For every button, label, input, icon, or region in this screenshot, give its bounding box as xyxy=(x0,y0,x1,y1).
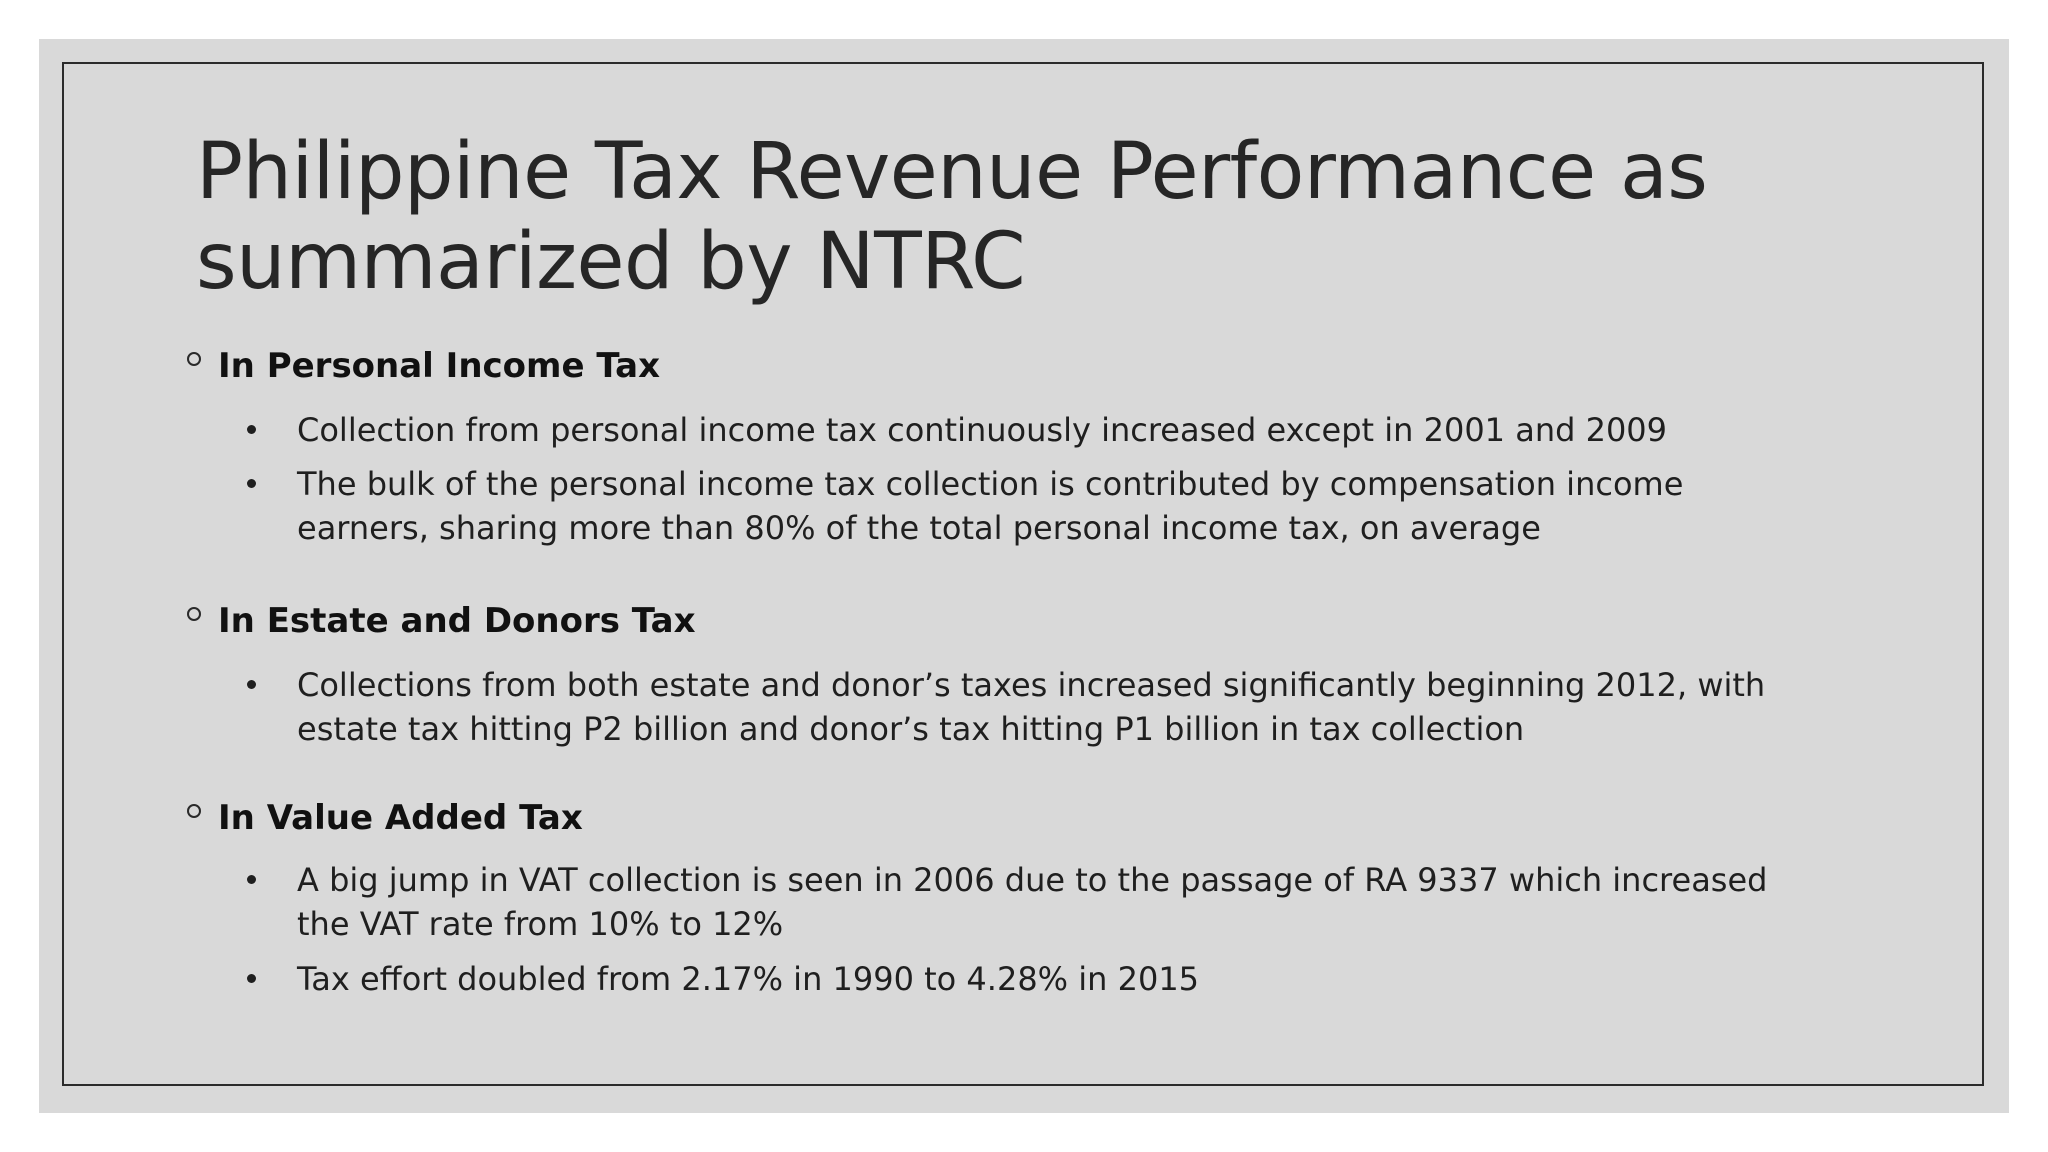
bullet-item xyxy=(247,462,1847,550)
ring-bullet-icon xyxy=(187,607,201,621)
bullet-dot-icon xyxy=(247,425,256,434)
bullet-item xyxy=(247,858,1847,946)
bullet-text: Collection from personal income tax continuously increased except in 2001 and 2009 xyxy=(297,411,1668,449)
bullet-text: Collections from both estate and donor’s taxes increased significantly beginning 2012, with estate tax hitting P2 billion and donor’s tax hitting P1 billion in tax collection xyxy=(297,666,1766,748)
bullet-text: Tax effort doubled from 2.17% in 1990 to 4.28% in 2015 xyxy=(297,960,1200,998)
section-heading-estate-and-donors-tax: In Estate and Donors Tax xyxy=(187,601,696,641)
bullet-item xyxy=(247,663,1847,751)
slide-title-line-2: summarized by NTRC xyxy=(196,217,1026,307)
bullet-item xyxy=(247,957,1847,1001)
slide-title xyxy=(196,127,1896,307)
bullet-dot-icon xyxy=(247,479,256,488)
ring-bullet-icon xyxy=(187,352,201,366)
section-heading-value-added-tax: In Value Added Tax xyxy=(187,798,583,838)
bullet-dot-icon xyxy=(247,680,256,689)
ring-bullet-icon xyxy=(187,804,201,818)
bullet-text: A big jump in VAT collection is seen in 2006 due to the passage of RA 9337 which increased the VAT rate from 10% to 12% xyxy=(297,861,1768,943)
slide xyxy=(39,39,2009,1113)
bullet-item xyxy=(247,408,1847,452)
section-heading-personal-income-tax: In Personal Income Tax xyxy=(187,346,660,386)
bullet-text: The bulk of the personal income tax collection is contributed by compensation income earners, sharing more than 80% of the total personal income tax, on average xyxy=(297,465,1684,547)
bullet-dot-icon xyxy=(247,974,256,983)
bullet-dot-icon xyxy=(247,875,256,884)
slide-title-line-1: Philippine Tax Revenue Performance as xyxy=(196,127,1708,217)
